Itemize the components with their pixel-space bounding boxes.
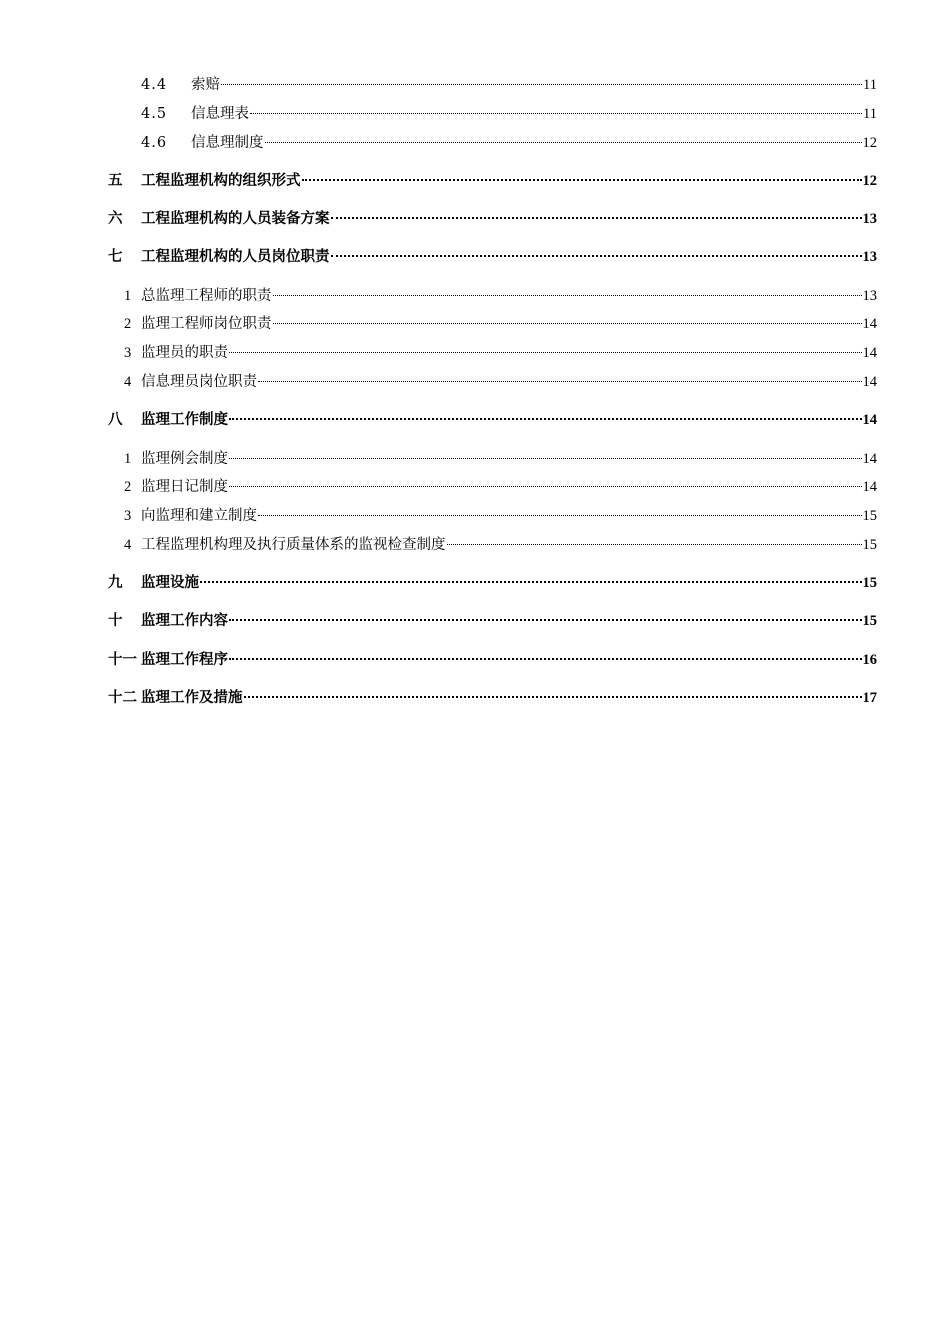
toc-entry-title: 监理员的职责 xyxy=(141,345,228,361)
toc-entry-number: 4.4 xyxy=(141,77,168,93)
toc-entry-title: 监理日记制度 xyxy=(141,479,228,495)
toc-entry[interactable] xyxy=(124,475,877,497)
dot-leader xyxy=(273,323,862,324)
toc-entry-number: 八 xyxy=(108,411,123,428)
toc-entry-number: 2 xyxy=(124,316,132,332)
toc-entry[interactable] xyxy=(141,73,877,95)
toc-entry-page: 11 xyxy=(863,77,877,93)
toc-entry-number: 十 xyxy=(108,612,123,629)
toc-entry-page: 12 xyxy=(862,135,877,151)
toc-entry-page: 13 xyxy=(862,288,877,304)
toc-entry-title: 信息理员岗位职责 xyxy=(141,374,257,390)
dot-leader xyxy=(258,515,862,516)
toc-chapter-entry[interactable] xyxy=(108,207,877,229)
toc-entry[interactable] xyxy=(141,131,877,153)
toc-entry[interactable] xyxy=(124,533,877,555)
toc-entry-title: 信息理制度 xyxy=(191,135,264,151)
dot-leader xyxy=(244,696,862,698)
toc-entry-title: 向监理和建立制度 xyxy=(141,508,257,524)
toc-entry[interactable] xyxy=(124,447,877,469)
toc-entry-title: 监理设施 xyxy=(141,574,199,591)
toc-entry-page: 14 xyxy=(862,451,877,467)
toc-entry-number: 1 xyxy=(124,451,132,467)
toc-chapter-entry[interactable] xyxy=(108,609,877,631)
toc-entry-page: 17 xyxy=(862,690,877,706)
toc-entry-title: 监理工作及措施 xyxy=(141,689,243,706)
dot-leader xyxy=(258,381,862,382)
toc-chapter-entry[interactable] xyxy=(108,686,877,708)
toc-entry-number: 九 xyxy=(108,574,123,591)
toc-entry-title: 索赔 xyxy=(191,77,220,93)
toc-entry[interactable] xyxy=(124,370,877,392)
toc-entry-page: 12 xyxy=(862,173,877,189)
dot-leader xyxy=(265,142,862,143)
toc-chapter-entry[interactable] xyxy=(108,648,877,670)
toc-entry-title: 工程监理机构的人员岗位职责 xyxy=(141,248,330,265)
toc-entry-page: 14 xyxy=(862,479,877,495)
toc-entry-number: 七 xyxy=(108,248,123,265)
toc-entry-page: 14 xyxy=(862,374,877,390)
toc-entry-title: 工程监理机构的人员装备方案 xyxy=(141,210,330,227)
dot-leader xyxy=(447,544,862,545)
toc-entry-number: 3 xyxy=(124,345,132,361)
dot-leader xyxy=(229,352,862,353)
dot-leader xyxy=(250,113,862,114)
toc-entry[interactable] xyxy=(141,102,877,124)
toc-entry[interactable] xyxy=(124,312,877,334)
toc-chapter-entry[interactable] xyxy=(108,169,877,191)
toc-entry-page: 13 xyxy=(862,211,877,227)
dot-leader xyxy=(273,295,862,296)
dot-leader xyxy=(302,179,862,181)
dot-leader xyxy=(331,255,862,257)
toc-entry-title: 监理工作程序 xyxy=(141,651,228,668)
toc-entry-number: 十二 xyxy=(108,689,137,706)
toc-entry-page: 15 xyxy=(862,508,877,524)
toc-entry-number: 五 xyxy=(108,172,123,189)
dot-leader xyxy=(229,486,862,487)
toc-entry-number: 十一 xyxy=(108,651,137,668)
toc-chapter-entry[interactable] xyxy=(108,408,877,430)
toc-entry-title: 总监理工程师的职责 xyxy=(141,288,272,304)
dot-leader xyxy=(229,619,862,621)
toc-entry-page: 15 xyxy=(862,613,877,629)
toc-entry-number: 1 xyxy=(124,288,132,304)
toc-entry-number: 4.6 xyxy=(141,135,168,151)
toc-entry[interactable] xyxy=(124,341,877,363)
toc-entry-number: 六 xyxy=(108,210,123,227)
toc-entry-title: 信息理表 xyxy=(191,106,249,122)
dot-leader xyxy=(229,458,862,459)
dot-leader xyxy=(229,658,862,660)
toc-entry-title: 监理工作内容 xyxy=(141,612,228,629)
toc-entry-title: 工程监理机构理及执行质量体系的监视检查制度 xyxy=(141,537,446,553)
toc-entry-number: 4 xyxy=(124,537,132,553)
dot-leader xyxy=(229,418,862,420)
toc-entry[interactable] xyxy=(124,504,877,526)
toc-entry-title: 监理工程师岗位职责 xyxy=(141,316,272,332)
toc-chapter-entry[interactable] xyxy=(108,245,877,267)
toc-entry-page: 14 xyxy=(862,412,877,428)
toc-entry-number: 2 xyxy=(124,479,132,495)
toc-entry-page: 14 xyxy=(862,316,877,332)
toc-entry-page: 13 xyxy=(862,249,877,265)
toc-entry-page: 14 xyxy=(862,345,877,361)
toc-entry-page: 16 xyxy=(862,652,877,668)
toc-entry-number: 3 xyxy=(124,508,132,524)
toc-chapter-entry[interactable] xyxy=(108,571,877,593)
toc-entry-number: 4.5 xyxy=(141,106,168,122)
dot-leader xyxy=(221,84,862,85)
dot-leader xyxy=(331,217,862,219)
toc-entry-title: 监理工作制度 xyxy=(141,411,228,428)
dot-leader xyxy=(200,581,862,583)
toc-entry-title: 监理例会制度 xyxy=(141,451,228,467)
toc-entry-page: 15 xyxy=(862,575,877,591)
toc-entry-number: 4 xyxy=(124,374,132,390)
toc-entry-title: 工程监理机构的组织形式 xyxy=(141,172,301,189)
toc-entry-page: 15 xyxy=(862,537,877,553)
toc-entry[interactable] xyxy=(124,284,877,306)
toc-entry-page: 11 xyxy=(863,106,877,122)
